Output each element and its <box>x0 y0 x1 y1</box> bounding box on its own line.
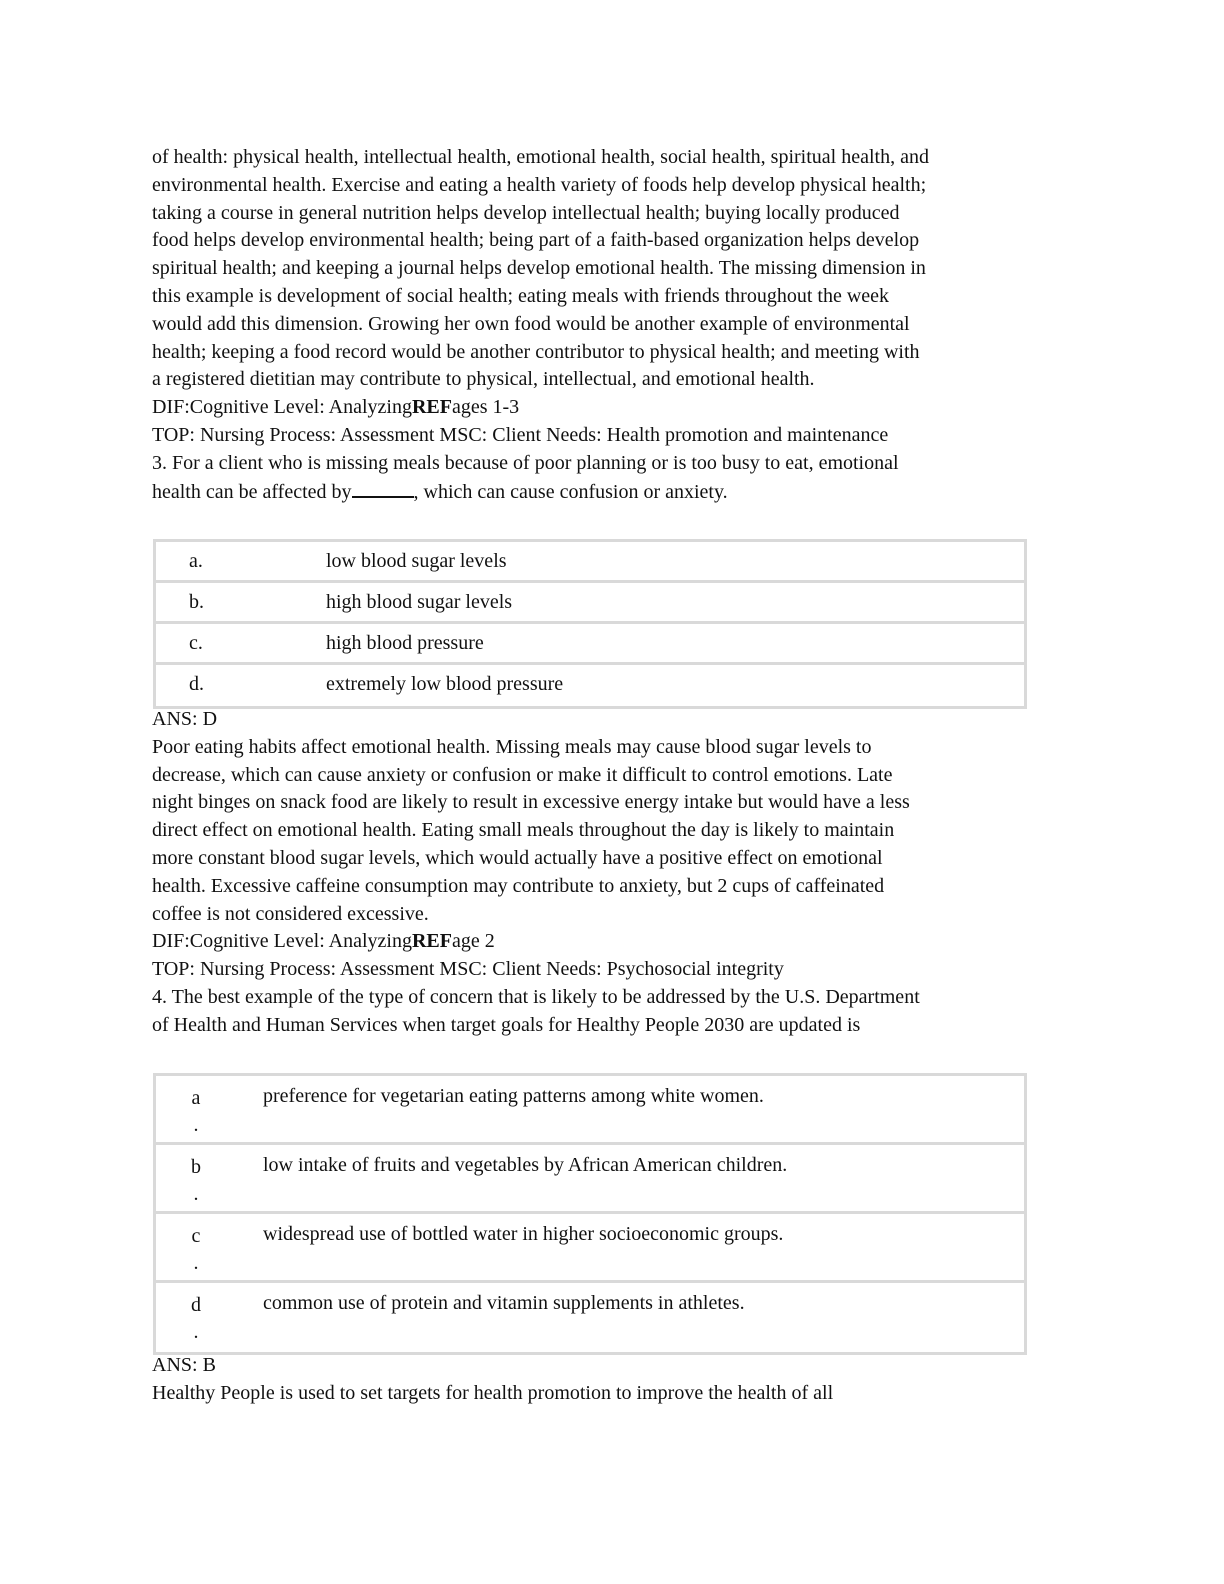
option-letter: c. <box>189 632 203 654</box>
text-line: a registered dietitian may contribute to physical, intellectual, and emotional health. <box>152 368 815 391</box>
text-line: direct effect on emotional health. Eating small meals throughout the day is likely to maintain <box>152 819 895 842</box>
option-text: extremely low blood pressure <box>326 673 564 695</box>
option-letter-char: c <box>191 1225 201 1247</box>
stem-text: health can be affected by <box>152 480 352 503</box>
text-line: environmental health. Exercise and eating a health variety of foods help develop physical health; <box>152 173 927 196</box>
q4-stem-line: 4. The best example of the type of concern that is likely to be addressed by the U.S. Department <box>152 985 920 1008</box>
option-letter-char: b <box>191 1156 201 1178</box>
text-line: taking a course in general nutrition helps develop intellectual health; buying locally produced <box>152 201 900 224</box>
text-line: decrease, which can cause anxiety or confusion or make it difficult to control emotions. Late <box>152 763 893 786</box>
option-letter-dot: . <box>193 1321 199 1343</box>
answer-line: ANS: D <box>152 708 218 730</box>
text-line: more constant blood sugar levels, which would actually have a positive effect on emotional <box>152 846 883 869</box>
option-row[interactable] <box>156 1076 1024 1145</box>
q4-answer-block <box>152 1352 1072 1408</box>
text-line: of health: physical health, intellectual health, emotional health, social health, spiritual health, and <box>152 146 929 168</box>
q3-top-line: TOP: Nursing Process: Assessment MSC: Client Needs: Psychosocial integrity <box>152 958 784 981</box>
option-text: common use of protein and vitamin supplements in athletes. <box>263 1292 745 1314</box>
option-row[interactable] <box>156 1214 1024 1283</box>
text-line: health. Excessive caffeine consumption may contribute to anxiety, but 2 cups of caffeinated <box>152 874 885 897</box>
option-text: high blood sugar levels <box>326 591 513 613</box>
q3-dif-line <box>152 928 1072 956</box>
option-row[interactable] <box>156 542 1024 583</box>
ref-label: REF <box>411 396 452 419</box>
text-line: Healthy People is used to set targets for health promotion to improve the health of all <box>152 1381 834 1404</box>
option-letter <box>189 1085 203 1139</box>
option-text: low intake of fruits and vegetables by African American children. <box>263 1154 788 1176</box>
answer-blank <box>352 478 414 498</box>
option-row[interactable] <box>156 1283 1024 1352</box>
text-line: spiritual health; and keeping a journal helps develop emotional health. The missing dimension in <box>152 257 926 280</box>
q2-rationale <box>152 144 1072 505</box>
text-line: this example is development of social health; eating meals with friends throughout the week <box>152 284 890 307</box>
dif-label: DIF: <box>152 396 190 419</box>
option-letter <box>189 1223 203 1277</box>
option-text: high blood pressure <box>326 632 484 654</box>
q2-dif-line <box>152 394 1072 422</box>
q4-options-table <box>153 1073 1027 1355</box>
dif-value: Cognitive Level: Analyzing <box>189 930 412 953</box>
option-letter <box>189 1292 203 1346</box>
option-letter-char: a <box>191 1087 201 1109</box>
option-text: widespread use of bottled water in higher socioeconomic groups. <box>263 1223 784 1245</box>
ref-value: age 2 <box>451 930 495 953</box>
text-line: night binges on snack food are likely to result in excessive energy intake but would have a less <box>152 791 910 814</box>
option-row[interactable] <box>156 1145 1024 1214</box>
dif-label: DIF: <box>152 930 190 953</box>
option-row[interactable] <box>156 665 1024 706</box>
q3-stem-line <box>152 478 1072 506</box>
option-letter: b. <box>189 591 204 613</box>
option-row[interactable] <box>156 583 1024 624</box>
option-letter-dot: . <box>193 1114 199 1136</box>
ref-value: ages 1-3 <box>451 396 520 419</box>
q3-stem-line: 3. For a client who is missing meals because of poor planning or is too busy to eat, emotional <box>152 451 899 474</box>
q2-top-line: TOP: Nursing Process: Assessment MSC: Client Needs: Health promotion and maintenance <box>152 423 889 446</box>
option-letter <box>189 1154 203 1208</box>
option-letter-dot: . <box>193 1252 199 1274</box>
option-letter: a. <box>189 550 203 572</box>
answer-line: ANS: B <box>152 1354 216 1376</box>
dif-value: Cognitive Level: Analyzing <box>189 396 412 419</box>
q4-stem-line: of Health and Human Services when target goals for Healthy People 2030 are updated is <box>152 1013 861 1036</box>
option-text: preference for vegetarian eating patterns among white women. <box>263 1085 764 1107</box>
option-text: low blood sugar levels <box>326 550 507 572</box>
ref-label: REF <box>411 930 452 953</box>
text-line: food helps develop environmental health; being part of a faith-based organization helps develop <box>152 229 920 252</box>
option-letter-char: d <box>191 1294 201 1316</box>
option-row[interactable] <box>156 624 1024 665</box>
option-letter: d. <box>189 673 204 695</box>
q3-answer-block <box>152 706 1072 1040</box>
text-line: Poor eating habits affect emotional health. Missing meals may cause blood sugar levels to <box>152 735 872 758</box>
q3-options-table <box>153 539 1027 709</box>
option-letter-dot: . <box>193 1183 199 1205</box>
text-line: coffee is not considered excessive. <box>152 902 429 925</box>
stem-text: , which can cause confusion or anxiety. <box>413 480 728 503</box>
text-line: would add this dimension. Growing her own food would be another example of environmental <box>152 312 910 335</box>
text-line: health; keeping a food record would be another contributor to physical health; and meeting with <box>152 340 920 363</box>
